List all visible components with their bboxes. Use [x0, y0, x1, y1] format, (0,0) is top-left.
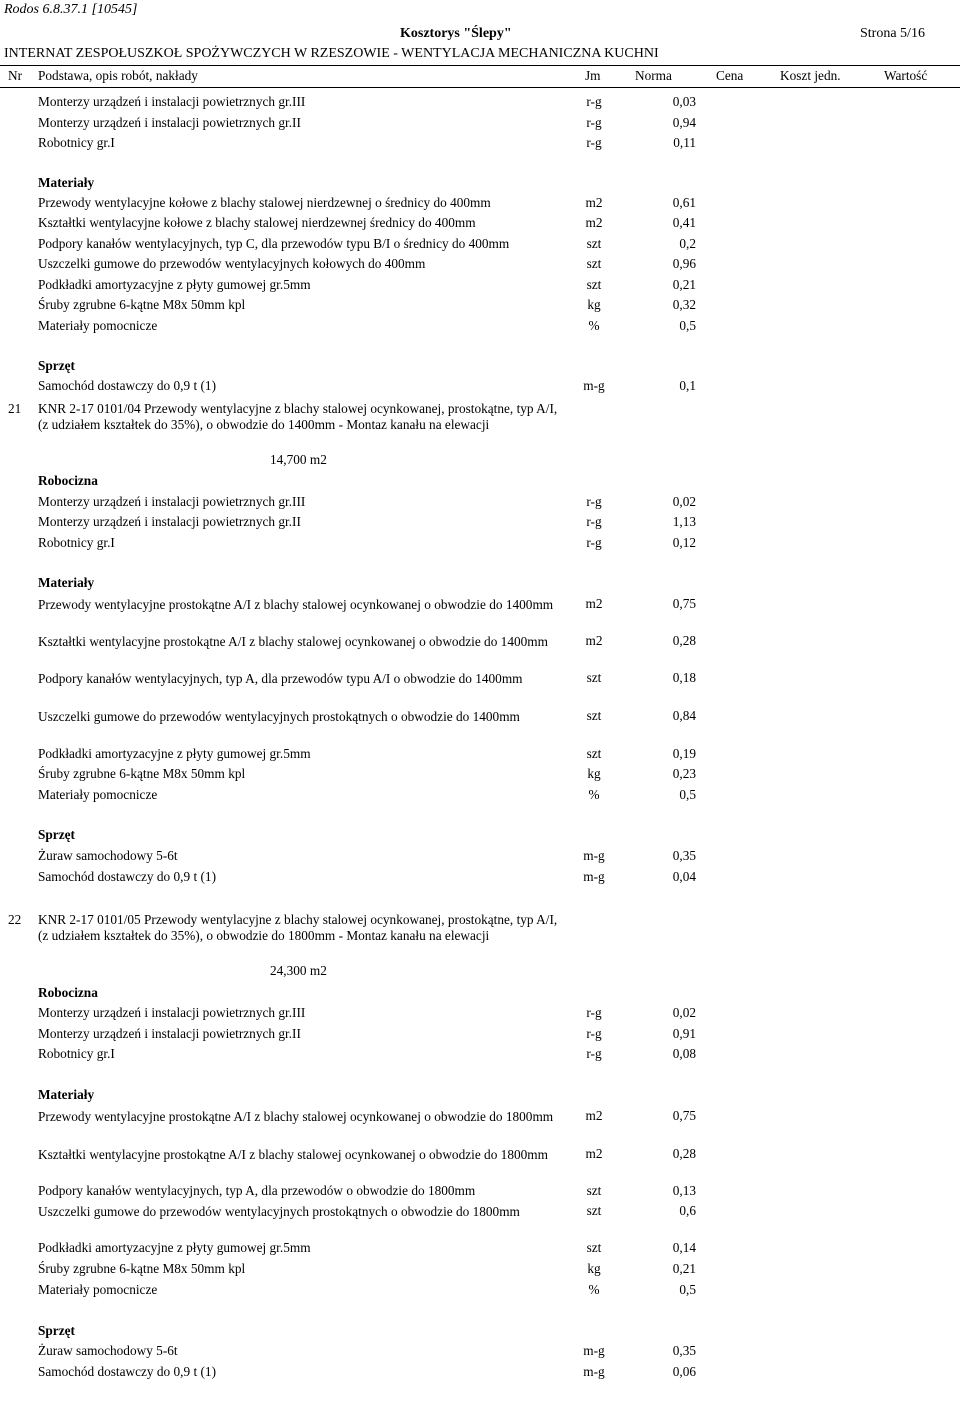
- resource-norm: 0,5: [679, 787, 696, 802]
- resource-norm: 0,35: [672, 848, 696, 863]
- resource-unit: szt: [586, 236, 602, 251]
- resource-norm: 0,02: [672, 494, 696, 509]
- resource-norm: 0,21: [672, 277, 696, 292]
- resource-name: Monterzy urządzeń i instalacji powietrznych gr.III: [38, 494, 306, 509]
- position-number: 22: [8, 912, 22, 927]
- resource-unit: szt: [586, 1240, 602, 1255]
- resource-name: Podpory kanałów wentylacyjnych, typ C, dla przewodów typu B/I o średnicy do 400mm: [38, 236, 510, 251]
- resource-unit: m2: [585, 633, 603, 648]
- section-heading: Robocizna: [38, 473, 98, 488]
- resource-unit: m-g: [583, 848, 605, 863]
- resource-norm: 0,75: [672, 1108, 696, 1123]
- resource-name: Materiały pomocnicze: [38, 787, 158, 802]
- resource-norm: 0,23: [672, 766, 696, 781]
- resource-name: Uszczelki gumowe do przewodów wentylacyjnych kołowych do 400mm: [38, 256, 426, 271]
- position-quantity: 14,700 m2: [270, 452, 327, 467]
- column-header-value: Wartość: [884, 68, 928, 83]
- resource-unit: m-g: [583, 869, 605, 884]
- header-top-border: [0, 65, 960, 66]
- document-title: Kosztorys "Ślepy": [400, 26, 512, 41]
- position-quantity: 24,300 m2: [270, 963, 327, 978]
- resource-norm: 1,13: [672, 514, 696, 529]
- header-bottom-border: [0, 87, 960, 88]
- resource-name: Uszczelki gumowe do przewodów wentylacyjnych prostokątnych o obwodzie do 1800mm: [38, 1204, 520, 1219]
- resource-unit: r-g: [586, 514, 602, 529]
- section-heading: Materiały: [38, 575, 95, 590]
- resource-name: Materiały pomocnicze: [38, 318, 158, 333]
- resource-name: Uszczelki gumowe do przewodów wentylacyjnych prostokątnych o obwodzie do 1400mm: [38, 709, 520, 724]
- resource-unit: %: [588, 1282, 600, 1297]
- section-heading: Sprzęt: [38, 827, 75, 842]
- resource-name: Przewody wentylacyjne prostokątne A/I z blachy stalowej ocynkowanej o obwodzie do 1800mm: [38, 1109, 554, 1124]
- section-heading: Materiały: [38, 1087, 95, 1102]
- resource-norm: 0,5: [679, 318, 696, 333]
- resource-name: Monterzy urządzeń i instalacji powietrznych gr.II: [38, 514, 301, 529]
- resource-name: Śruby zgrubne 6-kątne M8x 50mm kpl: [38, 1261, 246, 1276]
- resource-unit: r-g: [586, 494, 602, 509]
- resource-name: Śruby zgrubne 6-kątne M8x 50mm kpl: [38, 766, 246, 781]
- resource-norm: 0,14: [672, 1240, 696, 1255]
- position-number: 21: [8, 401, 22, 416]
- resource-norm: 0,94: [672, 115, 696, 130]
- resource-name: Samochód dostawczy do 0,9 t (1): [38, 378, 216, 393]
- resource-name: Przewody wentylacyjne prostokątne A/I z blachy stalowej ocynkowanej o obwodzie do 1400mm: [38, 597, 554, 612]
- column-header-unit-cost: Koszt jedn.: [780, 68, 841, 83]
- resource-unit: r-g: [586, 94, 602, 109]
- resource-norm: 0,12: [672, 535, 696, 550]
- resource-unit: r-g: [586, 535, 602, 550]
- resource-name: Monterzy urządzeń i instalacji powietrznych gr.III: [38, 94, 306, 109]
- resource-unit: r-g: [586, 1005, 602, 1020]
- resource-name: Przewody wentylacyjne kołowe z blachy stalowej nierdzewnej o średnicy do 400mm: [38, 195, 491, 210]
- resource-unit: m-g: [583, 378, 605, 393]
- page-number: Strona 5/16: [860, 26, 925, 41]
- resource-name: Podpory kanałów wentylacyjnych, typ A, dla przewodów typu A/I o obwodzie do 1400mm: [38, 671, 523, 686]
- resource-unit: kg: [587, 1261, 601, 1276]
- position-description: KNR 2-17 0101/05 Przewody wentylacyjne z blachy stalowej ocynkowanej, prostokątne, typ A/I, (z udziałem kształtek do 35%), o obwodzie do 1800mm - Montaz kanału na elewacji: [38, 912, 558, 943]
- resource-unit: r-g: [586, 135, 602, 150]
- resource-name: Robotnicy gr.I: [38, 1046, 115, 1061]
- resource-name: Żuraw samochodowy 5-6t: [38, 1343, 178, 1358]
- resource-unit: r-g: [586, 1046, 602, 1061]
- resource-name: Śruby zgrubne 6-kątne M8x 50mm kpl: [38, 297, 246, 312]
- resource-name: Kształtki wentylacyjne kołowe z blachy stalowej nierdzewnej średnicy do 400mm: [38, 215, 476, 230]
- resource-unit: kg: [587, 766, 601, 781]
- resource-norm: 0,02: [672, 1005, 696, 1020]
- resource-unit: m2: [585, 195, 603, 210]
- column-header-nr: Nr: [8, 68, 23, 83]
- resource-unit: %: [588, 318, 600, 333]
- resource-unit: szt: [586, 670, 602, 685]
- resource-norm: 0,2: [679, 236, 696, 251]
- resource-name: Robotnicy gr.I: [38, 535, 115, 550]
- resource-norm: 0,18: [672, 670, 696, 685]
- resource-unit: %: [588, 787, 600, 802]
- resource-norm: 0,1: [679, 378, 696, 393]
- resource-unit: szt: [586, 1203, 602, 1218]
- resource-name: Monterzy urządzeń i instalacji powietrznych gr.II: [38, 115, 301, 130]
- resource-name: Monterzy urządzeń i instalacji powietrznych gr.II: [38, 1026, 301, 1041]
- resource-unit: kg: [587, 297, 601, 312]
- resource-name: Kształtki wentylacyjne prostokątne A/I z blachy stalowej ocynkowanej o obwodzie do 1800mm: [38, 1147, 548, 1162]
- section-heading: Sprzęt: [38, 1323, 75, 1338]
- resource-unit: m-g: [583, 1364, 605, 1379]
- resource-name: Monterzy urządzeń i instalacji powietrznych gr.III: [38, 1005, 306, 1020]
- resource-norm: 0,13: [672, 1183, 696, 1198]
- investment-name: INTERNAT ZESPOŁUSZKOŁ SPOŻYWCZYCH W RZESZOWIE - WENTYLACJA MECHANICZNA KUCHNI: [4, 46, 659, 61]
- column-header-price: Cena: [716, 68, 744, 83]
- resource-unit: m-g: [583, 1343, 605, 1358]
- position-description: KNR 2-17 0101/04 Przewody wentylacyjne z blachy stalowej ocynkowanej, prostokątne, typ A/I, (z udziałem kształtek do 35%), o obwodzie do 1400mm - Montaz kanału na elewacji: [38, 401, 558, 432]
- resource-name: Samochód dostawczy do 0,9 t (1): [38, 1364, 216, 1379]
- resource-norm: 0,35: [672, 1343, 696, 1358]
- resource-unit: m2: [585, 1146, 603, 1161]
- resource-unit: m2: [585, 596, 603, 611]
- resource-norm: 0,28: [672, 1146, 696, 1161]
- resource-norm: 0,04: [672, 869, 696, 884]
- column-header-description: Podstawa, opis robót, nakłady: [38, 68, 198, 83]
- resource-norm: 0,6: [679, 1203, 696, 1218]
- resource-name: Żuraw samochodowy 5-6t: [38, 848, 178, 863]
- resource-name: Podkładki amortyzacyjne z płyty gumowej gr.5mm: [38, 277, 311, 292]
- resource-unit: r-g: [586, 1026, 602, 1041]
- resource-name: Podkładki amortyzacyjne z płyty gumowej gr.5mm: [38, 746, 311, 761]
- resource-unit: szt: [586, 708, 602, 723]
- resource-norm: 0,21: [672, 1261, 696, 1276]
- resource-name: Podkładki amortyzacyjne z płyty gumowej gr.5mm: [38, 1240, 311, 1255]
- resource-name: Robotnicy gr.I: [38, 135, 115, 150]
- resource-norm: 0,03: [672, 94, 696, 109]
- resource-norm: 0,75: [672, 596, 696, 611]
- section-heading: Sprzęt: [38, 358, 75, 373]
- resource-norm: 0,11: [673, 135, 696, 150]
- column-header-unit: Jm: [585, 68, 601, 83]
- resource-norm: 0,41: [672, 215, 696, 230]
- resource-unit: szt: [586, 746, 602, 761]
- resource-unit: m2: [585, 215, 603, 230]
- resource-norm: 0,96: [672, 256, 696, 271]
- resource-norm: 0,19: [672, 746, 696, 761]
- resource-unit: m2: [585, 1108, 603, 1123]
- resource-unit: szt: [586, 277, 602, 292]
- resource-name: Samochód dostawczy do 0,9 t (1): [38, 869, 216, 884]
- resource-norm: 0,28: [672, 633, 696, 648]
- resource-name: Podpory kanałów wentylacyjnych, typ A, dla przewodów o obwodzie do 1800mm: [38, 1183, 476, 1198]
- resource-unit: szt: [586, 256, 602, 271]
- resource-norm: 0,61: [672, 195, 696, 210]
- resource-norm: 0,08: [672, 1046, 696, 1061]
- resource-name: Materiały pomocnicze: [38, 1282, 158, 1297]
- section-heading: Materiały: [38, 175, 95, 190]
- column-header-norm: Norma: [635, 68, 672, 83]
- resource-name: Kształtki wentylacyjne prostokątne A/I z blachy stalowej ocynkowanej o obwodzie do 1400mm: [38, 634, 548, 649]
- resource-unit: szt: [586, 1183, 602, 1198]
- app-title: Rodos 6.8.37.1 [10545]: [4, 2, 138, 17]
- resource-norm: 0,91: [672, 1026, 696, 1041]
- section-heading: Robocizna: [38, 985, 98, 1000]
- resource-unit: r-g: [586, 115, 602, 130]
- resource-norm: 0,5: [679, 1282, 696, 1297]
- resource-norm: 0,06: [672, 1364, 696, 1379]
- resource-norm: 0,32: [672, 297, 696, 312]
- resource-norm: 0,84: [672, 708, 696, 723]
